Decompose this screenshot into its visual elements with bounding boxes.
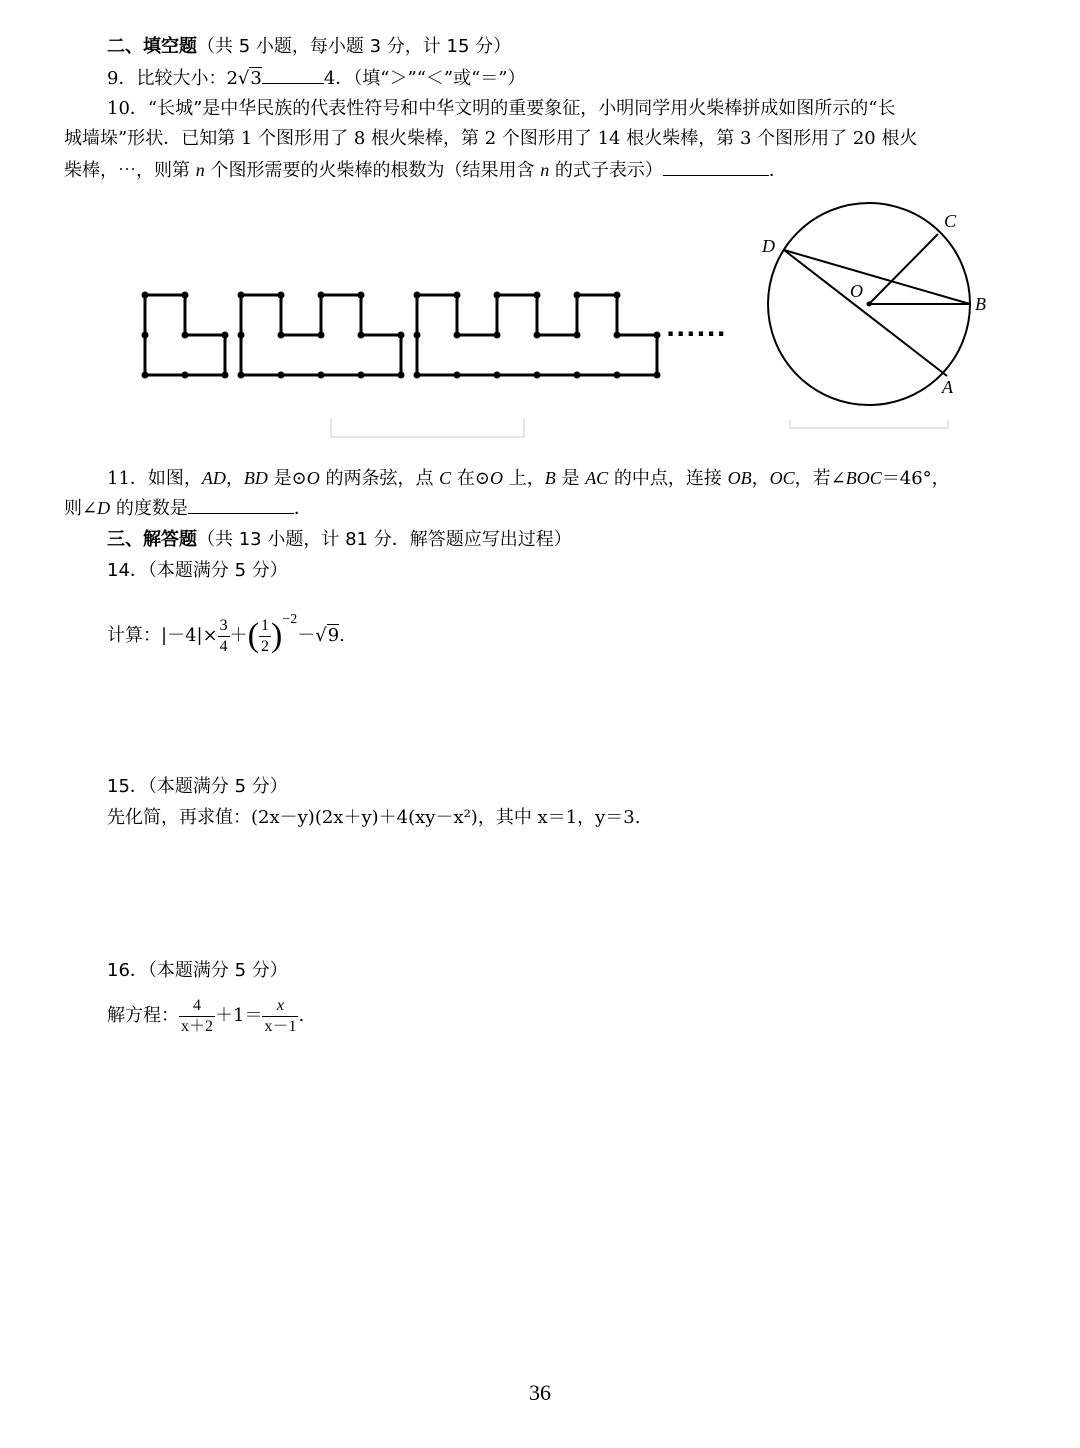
- q14-f-den: 4: [219, 637, 228, 655]
- q11-bd: BD: [243, 468, 268, 488]
- q16-f1-num: 4: [179, 996, 215, 1017]
- q16-f2-den: x－1: [264, 1017, 297, 1035]
- center-o-point: [867, 302, 872, 307]
- q14-rparen: ): [271, 617, 283, 654]
- page-number: 36: [529, 1380, 551, 1405]
- section2-note: （共 5 小题，每小题 3 分，计 15 分）: [197, 36, 512, 57]
- label-a: A: [942, 377, 953, 397]
- q10-line3-b: 个图形需要的火柴棒的根数为（结果用含: [204, 160, 541, 181]
- q14-h-den: 2: [261, 637, 269, 655]
- q11-t2: 是⊙: [267, 468, 307, 489]
- q16-f1-den: x＋2: [181, 1017, 214, 1035]
- q11-c: C: [439, 468, 452, 488]
- q14-minus: －: [297, 625, 316, 646]
- q16-label: 解方程：: [107, 1005, 179, 1026]
- section3-title: 三、解答题: [107, 529, 197, 550]
- chord-ad: [784, 250, 947, 376]
- q11-b: B: [544, 468, 556, 488]
- q14-expression: [107, 596, 345, 660]
- q14-sqrt-sign: √: [315, 625, 327, 646]
- q11-ac: AC: [585, 468, 609, 488]
- q11-boc: BOC: [845, 468, 882, 488]
- q10-line2: 城墙垛”形状．已知第 1 个图形用了 8 根火柴棒，第 2 个图形用了 14 根火柴棒，第 3 个图形用了 20 根火: [64, 128, 918, 149]
- q14-exponent: −2: [282, 612, 298, 627]
- q11-t10: 则∠: [64, 498, 98, 519]
- q11-answer-blank: [188, 497, 294, 514]
- q16-fraction-left: [179, 996, 215, 1037]
- q16-f2-num: x: [262, 996, 298, 1017]
- q11-t3: 的两条弦，点: [319, 468, 440, 489]
- q11-o2: O: [490, 468, 503, 488]
- section3-note: （共 13 小题，计 81 分．解答题应写出过程）: [197, 529, 572, 550]
- q16-header: 16．（本题满分 5 分）: [107, 960, 288, 981]
- radius-oc: [869, 234, 938, 304]
- q11-oc: OC: [769, 468, 795, 488]
- q11-t8: ，若∠: [794, 468, 846, 489]
- q11-end: ．: [293, 498, 312, 519]
- q10-var-n: n: [195, 160, 205, 180]
- q11-t7: 的中点，连接: [608, 468, 728, 489]
- q11-t4: 在⊙: [451, 468, 490, 489]
- q14-fraction-1-2: [259, 616, 271, 657]
- q14-radicand: 9: [327, 625, 340, 646]
- q10-line3-c: 的式子表示）: [549, 160, 663, 181]
- q11-t9: ＝46°，: [881, 468, 950, 489]
- continuation-dots: ······: [666, 320, 727, 348]
- q10-var-n-2: n: [540, 160, 550, 180]
- q10-end: ．: [768, 160, 787, 181]
- q16-mid: ＋1＝: [215, 1005, 263, 1026]
- q11-line2: [64, 497, 312, 520]
- q11-line1: [107, 467, 950, 490]
- q11-sep2: ，: [751, 468, 770, 489]
- q14-header: 14．（本题满分 5 分）: [107, 560, 288, 581]
- q14-fraction-3-4: [218, 616, 230, 657]
- label-d: D: [762, 236, 775, 256]
- q14-h-num: 1: [259, 616, 271, 637]
- q9-text-b: 4．（填“＞”“＜”或“＝”）: [323, 68, 526, 89]
- q14-plus: ＋: [229, 625, 248, 646]
- section3-header: [107, 529, 572, 551]
- q14-label: 计算：: [107, 625, 161, 646]
- q11-sep1: ，: [225, 468, 244, 489]
- q11-t6: 是: [555, 468, 586, 489]
- q11-t1: 11．如图，: [107, 468, 202, 489]
- q9-radicand: 3: [250, 68, 262, 89]
- q11-d: D: [97, 498, 111, 518]
- q16-end: .: [298, 1005, 305, 1026]
- q11-ad: AD: [201, 468, 226, 488]
- q14-f-num: 3: [218, 616, 230, 637]
- q15-header: 15．（本题满分 5 分）: [107, 776, 288, 797]
- q9-sqrt-sign: √: [237, 68, 250, 89]
- q15-text: 先化简，再求值：(2x－y)(2x＋y)＋4(xy－x²)，其中 x＝1，y＝3.: [107, 807, 641, 828]
- q10-line1: 10．“长城”是中华民族的代表性符号和中华文明的重要象征，小明同学用火柴棒拼成如图所示的“长: [107, 98, 896, 119]
- q14-abs: |－4|×: [161, 625, 218, 646]
- q11-t5: 上，: [503, 468, 545, 489]
- label-o: O: [850, 281, 863, 301]
- q10-line3-a: 柴棒，⋯，则第: [64, 160, 196, 181]
- q14-lparen: (: [247, 617, 259, 654]
- q11-t11: 的度数是: [110, 498, 188, 519]
- q16-fraction-right: [262, 996, 298, 1037]
- q11-ob: OB: [727, 468, 752, 488]
- label-b: B: [975, 294, 986, 314]
- q14-end: .: [339, 625, 345, 646]
- circle-figure: [740, 190, 1020, 420]
- q11-o: O: [306, 468, 320, 488]
- q16-equation: [107, 992, 304, 1040]
- q9-number: 9．: [107, 68, 137, 89]
- q9-text-a: 比较大小：2: [136, 68, 238, 89]
- section2-title: 二、填空题: [107, 36, 197, 57]
- label-c: C: [944, 211, 957, 231]
